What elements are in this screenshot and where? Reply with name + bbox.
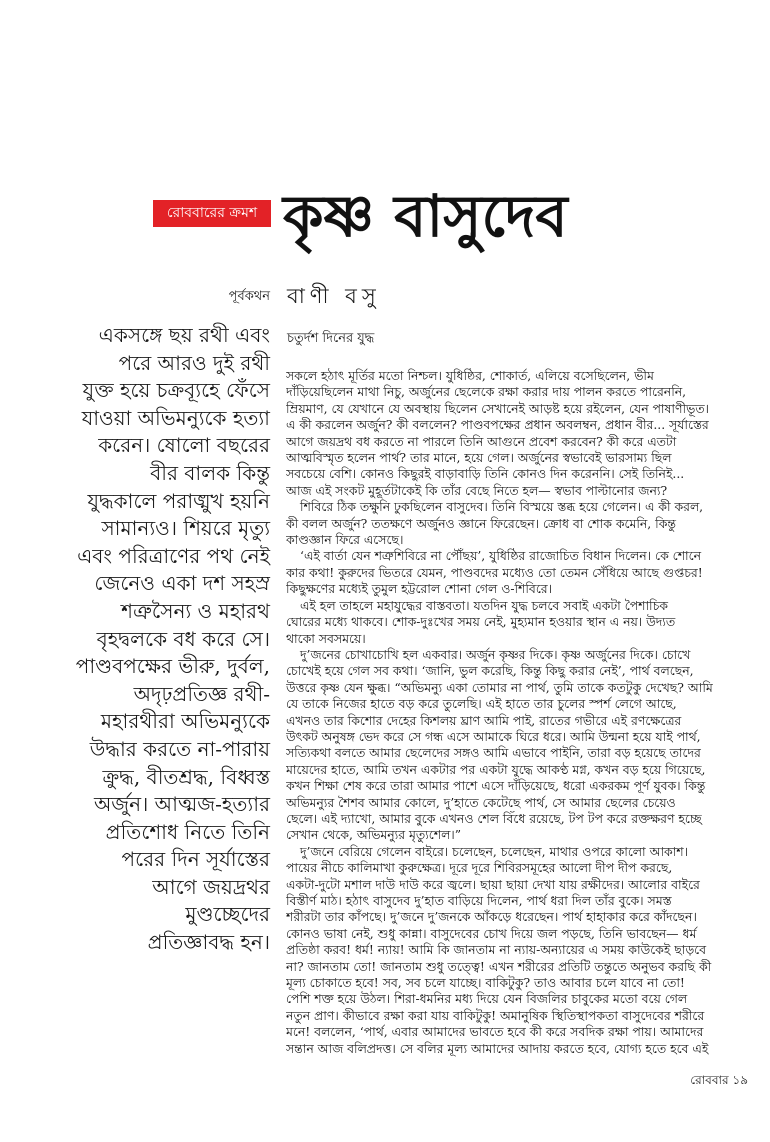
body-line: অভিমন্যুর শৈশব আমার কোলে, দু’হাতে কেটেছে পার্থ, সে আমার ছেলের চেয়েও [286, 794, 676, 810]
recap-line: পাণ্ডবপক্ষের ভীরু, দুর্বল, [75, 654, 270, 679]
recap-line: শত্রুসৈন্য ও মহারথ [121, 598, 270, 623]
body-line: থাকো সবসময়ে। [286, 630, 366, 646]
recap-line: অদৃঢ়প্রতিজ্ঞ রথী- [133, 681, 270, 706]
body-line: পেশি শক্ত হয়ে উঠল। শিরা-ধমনির মধ্য দিয়ে যেন বিজলির চাবুকের মতো বয়ে গেল [286, 991, 688, 1007]
body-line: শিবিরে ঠিক তক্ষুনি ঢুকছিলেন বাসুদেব। তিনি বিস্ময়ে স্তব্ধ হয়ে গেলেন। এ কী করল, [300, 499, 704, 515]
body-line: কী বলল অর্জুন? ততক্ষণে অর্জুনও জ্ঞানে ফিরেছেন। ক্রোধ বা শোক কমেনি, কিন্তু [286, 515, 676, 531]
body-line: প্রতিষ্ঠা করব! ধর্ম! ন্যায়! আমি কি জানতাম না ন্যায়-অন্যায়ের এ সময় কাউকেই ছাড়বে [286, 942, 707, 958]
body-line: দাঁড়িয়েছিলেন মাথা নিচু, অর্জুনের ছেলেকে রক্ষা করার দায় পালন করতে পারেননি, [286, 384, 687, 400]
body-line: পায়ের নীচে কালিমাখা কুরুক্ষেত্র। দূরে দূরে শিবিরসমূহের আলো দীপ দীপ করছে, [286, 860, 673, 876]
page-title: কৃষ্ণ বাসুদেব [283, 182, 568, 250]
body-line: এখনও তার কিশোর দেহের কিশলয় ঘ্রাণ আমি পাই, রাতের গভীরে এই রণক্ষেত্রের [286, 712, 682, 728]
body-line: সকলে হঠাৎ মূর্তির মতো নিশ্চল। যুধিষ্ঠির, শোকার্ত, এলিয়ে বসেছিলেন, ভীম [286, 368, 654, 383]
recap-line: যাওয়া অভিমন্যুকে হত্যা [81, 405, 270, 430]
body-line: ছেলে। এই দ্যাখো, আমার বুকে এখনও শেল বিঁধে রয়েছে, টপ টপ করে রক্তক্ষরণ হচ্ছে [286, 810, 702, 826]
recap-line: এবং পরিত্রাণের পথ নেই [77, 543, 270, 568]
body-line: আগে জয়দ্রথ বধ করতে না পারলে তিনি আগুনে প্রবেশ করবেন? কী করে এতটা [286, 433, 677, 449]
body-line: সেখান থেকে, অভিমন্যুর মৃত্যুশেল।” [286, 827, 462, 843]
recap-line: যুক্ত হয়ে চক্রব্যূহে ফেঁসে [82, 378, 270, 403]
body-line: শরীরটা তার কাঁপছে। দু’জনে দু’জনকে আঁকড়ে ধরেছেন। পার্থ হাহাকার করে কাঁদছেন। [286, 909, 697, 925]
body-line: ‘এই বার্তা যেন শত্রুশিবিরে না পৌঁছয়’, যুধিষ্ঠির রাজোচিত বিধান দিলেন। কে শোনে [300, 548, 702, 564]
body-line: আত্মবিস্মৃত হলেন পার্থ? তার মানে, হয়ে গেল। অর্জুনের স্বভাবেই ভারসাম্য ছিল [286, 450, 672, 466]
recap-line: ক্রুদ্ধ, বীতশ্রদ্ধ, বিধ্বস্ত [102, 764, 270, 789]
recap-line: করেন। ষোলো বছরের [98, 433, 270, 458]
recap-label: পূর্বকথন [228, 289, 270, 304]
recap-line: মহারথীরা অভিমন্যুকে [100, 709, 270, 734]
body-line: আজ এই সংকট মুহূর্তটাকেই কি তাঁর বেছে নিতে হল— স্বভাব পাল্টানোর জন্য? [286, 482, 668, 498]
body-line: কার কথা! কুরুদের ভিতরে যেমন, পাণ্ডবদের মধ্যেও তো তেমন সেঁধিয়ে আছে গুপ্তচর! [286, 564, 703, 580]
body-line: একটা-দুটো মশাল দাউ দাউ করে জ্বলে। ছায়া ছায়া দেখা যায় রক্ষীদের। আলোর বাইরে [286, 876, 700, 892]
recap-line: আগে জয়দ্রথর [152, 874, 270, 899]
recap-line: বৃহদ্বলকে বধ করে সে। [96, 626, 270, 651]
body-line: সবচেয়ে বেশি। কোনও কিছুরই বাড়াবাড়ি তিনি কোনও দিন করেননি। সেই তিনিই... [286, 466, 685, 482]
body-line: মূল্য চোকাতে হবে! সব, সব চলে যাচ্ছে। বাকিটুকু? তাও আবার চলে যাবে না তো! [286, 975, 685, 991]
body-line: ম্রিয়মাণ, যে যেখানে যে অবস্থায় ছিলেন সেখানেই আড়ষ্ট হয়ে রইলেন, যেন পাষাণীভূত। [286, 400, 709, 416]
body-line: ঘোরের মধ্যে থাকবে। শোক-দুঃখের সময় নেই, মুহ্যমান হওয়ার স্থান এ নয়। উদ্যত [286, 614, 676, 630]
recap-line: অর্জুন। আত্মজ-হত্যার [93, 792, 270, 817]
page-folio: রোববার ১৯ [690, 1073, 748, 1087]
recap-line: প্রতিজ্ঞাবদ্ধ হন। [147, 930, 270, 955]
body-line: মায়েদের হাতে, আমি তখন একটার পর একটা যুদ্ধে আকণ্ঠ মগ্ন, কখন বড় হয়ে গিয়েছে, [286, 761, 706, 777]
body-line: সন্তান আজ বলিপ্রদত্ত। সে বলির মূল্য আমাদের আদায় করতে হবে, যোগ্য হতে হবে এই [286, 1040, 709, 1056]
recap-line: জেনেও একা দশ সহস্র [94, 571, 270, 596]
recap-line: পরের দিন সূর্যাস্তের [121, 847, 270, 872]
recap-line: প্রতিশোধ নিতে তিনি [105, 819, 270, 844]
article-body [286, 368, 752, 1057]
body-line: উত্তরে কৃষ্ণ যেন ক্ষুব্ধ। “অভিমন্যু একা তোমার না পার্থ, তুমি তাকে কতটুকু দেখেছ? আমি [286, 679, 713, 695]
body-line: সত্যিকথা বলতে আমার ছেলেদের সঙ্গও আমি এভাবে পাইনি, তারা বড় হয়েছে তাদের [286, 745, 701, 761]
series-tag: রোববারের ক্রমশ [153, 200, 271, 227]
body-line: দু’জনে বেরিয়ে গেলেন বাইরে। চলেছেন, চলেছেন, মাথার ওপরে কালো আকাশ। [300, 843, 689, 859]
body-line: কিছুক্ষণের মধ্যেই তুমুল হট্টরোল শোনা গেল ও-শিবিরে। [286, 581, 553, 597]
body-line: চোখেই হয়ে গেল সব কথা। ‘জানি, ভুল করেছি, কিন্তু কিছু করার নেই’, পার্থ বলছেন, [286, 663, 694, 679]
recap-line: উদ্ধার করতে না-পারায় [89, 736, 270, 761]
body-line: এই হল তাহলে মহাযুদ্ধের বাস্তবতা। যতদিন যুদ্ধ চলবে সবাই একটা পৈশাচিক [300, 597, 668, 613]
recap-line: যুদ্ধকালে পরাঙ্মুখ হয়নি [87, 488, 270, 513]
recap-column [76, 322, 270, 957]
body-line: বিস্তীর্ণ মাঠ। হঠাৎ বাসুদেব দু’হাত বাড়িয়ে দিলেন, পার্থ ধরা দিল তাঁর বুকে। সমস্ত [286, 893, 672, 908]
recap-line: সামান্যও। শিয়রে মৃত্যু [101, 516, 270, 541]
recap-line: মুণ্ডচ্ছেদের [185, 902, 270, 927]
recap-line: পরে আরও দুই রথী [118, 350, 270, 375]
author-name: বাণী বসু [287, 284, 381, 308]
body-line: কখন শিক্ষা শেষ করে তারা আমার পাশে এসে দাঁড়িয়েছে, ধরো একরকম পূর্ণ যুবক। কিন্তু [286, 778, 706, 794]
body-line: কোনও ভাষা নেই, শুধু কান্না। বাসুদেবের চোখ দিয়ে জল পড়ছে, তিনি ভাবছেন— ধর্ম [286, 925, 697, 941]
body-line: নতুন প্রাণ। কীভাবে রক্ষা করা যায় বাকিটুকু! অমানুষিক স্থিতিস্থাপকতা বাসুদেবের শরীরে [286, 1007, 705, 1023]
body-line: উৎকট অনুষঙ্গ ভেদ করে সে গন্ধ এসে আমাকে ঘিরে ধরে। আমি উন্মনা হয়ে যাই পার্থ, [286, 728, 701, 744]
body-line: মনে! বললেন, ‘পার্থ, এবার আমাদের ভাবতে হবে কী করে সবদিক রক্ষা পায়। আমাদের [286, 1024, 704, 1040]
body-line: কাণ্ডজ্ঞান ফিরে এসেছে। [286, 532, 404, 548]
body-line: না? জানতাম তো! জানতাম শুধু তত্ত্বে! এখন শরীরের প্রতিটি তন্তুতে অনুভব করছি কী [286, 958, 712, 974]
body-line: যে তাকে নিজের হাতে বড় করে তুলেছি। এই হাতে তার চুলের স্পর্শ লেগে আছে, [286, 696, 677, 712]
recap-line: বীর বালক কিন্তু [150, 460, 270, 485]
chapter-heading: চতুর্দশ দিনের যুদ্ধ [287, 331, 375, 346]
body-line: এ কী করলেন অর্জুন? কী বললেন? পাণ্ডবপক্ষের প্রধান অবলম্বন, প্রধান বীর... সূর্যাস্তের [286, 417, 709, 433]
recap-line: একসঙ্গে ছয় রথী এবং [98, 323, 270, 347]
body-line: দু’জনের চোখাচোখি হল একবার। অর্জুন কৃষ্ণর দিকে। কৃষ্ণ অর্জুনের দিকে। চোখে [300, 646, 691, 662]
